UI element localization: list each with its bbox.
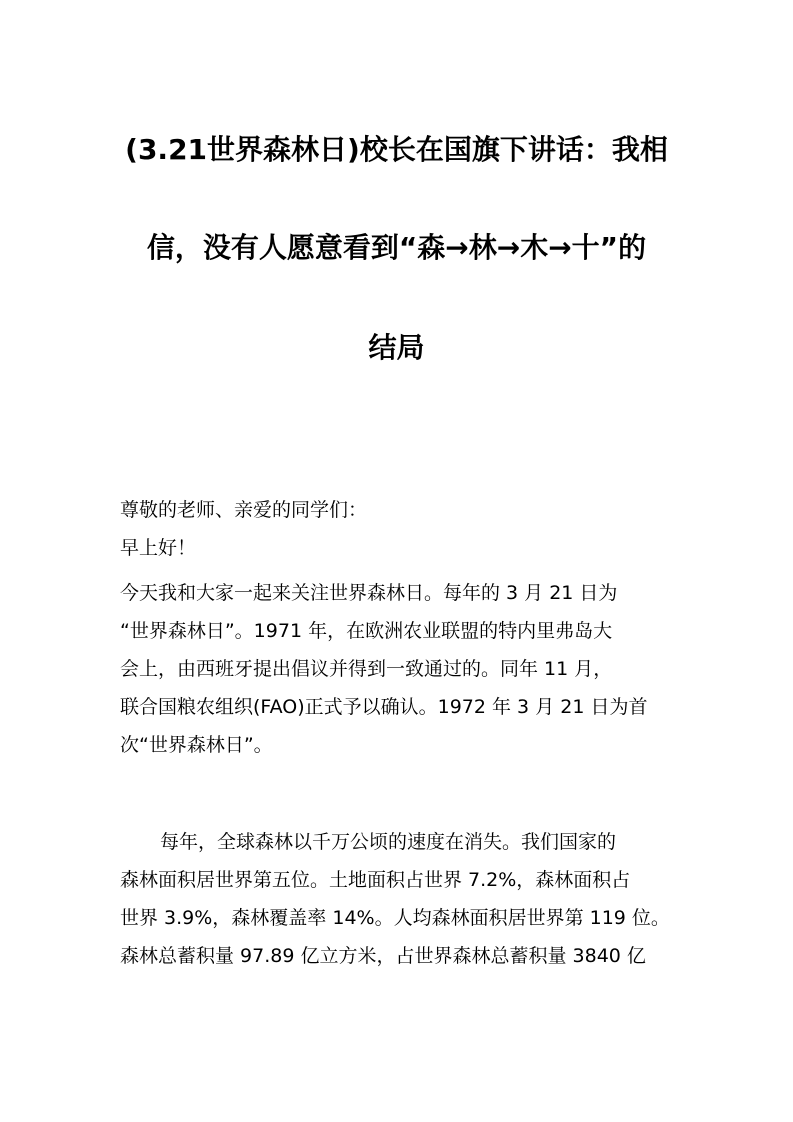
document-title-line-3: 结局 <box>368 331 425 364</box>
salutation-block <box>120 491 700 567</box>
paragraph-1-line: 次“世界森林日”。 <box>120 734 273 756</box>
paragraph-2 <box>120 823 700 975</box>
document-title-line-1: (3.21世界森林日)校长在国旗下讲话：我相 <box>125 133 668 166</box>
document-title-line-2: 信，没有人愿意看到“森→林→木→十”的 <box>146 231 647 264</box>
paragraph-1-line: 联合国粮农组织(FAO)正式予以确认。1972 年 3 月 21 日为首 <box>120 696 648 718</box>
paragraph-2-line: 每年，全球森林以千万公顷的速度在消失。我们国家的 <box>160 831 617 853</box>
greeting: 早上好！ <box>120 537 197 559</box>
paragraph-2-line: 森林面积居世界第五位。土地面积占世界 7.2%，森林面积占 <box>120 869 631 891</box>
paragraph-1-line: “世界森林日”。1971 年，在欧洲农业联盟的特内里弗岛大 <box>120 620 613 642</box>
paragraph-1-line: 今天我和大家一起来关注世界森林日。每年的 3 月 21 日为 <box>120 582 618 604</box>
paragraph-1 <box>120 574 700 764</box>
paragraph-2-line: 世界 3.9%，森林覆盖率 14%。人均森林面积居世界第 119 位。 <box>120 907 670 929</box>
salutation: 尊敬的老师、亲爱的同学们： <box>120 499 368 521</box>
paragraph-1-line: 会上，由西班牙提出倡议并得到一致通过的。同年 11 月， <box>120 658 613 680</box>
paragraph-2-line: 森林总蓄积量 97.89 亿立方米，占世界森林总蓄积量 3840 亿 <box>120 945 646 967</box>
